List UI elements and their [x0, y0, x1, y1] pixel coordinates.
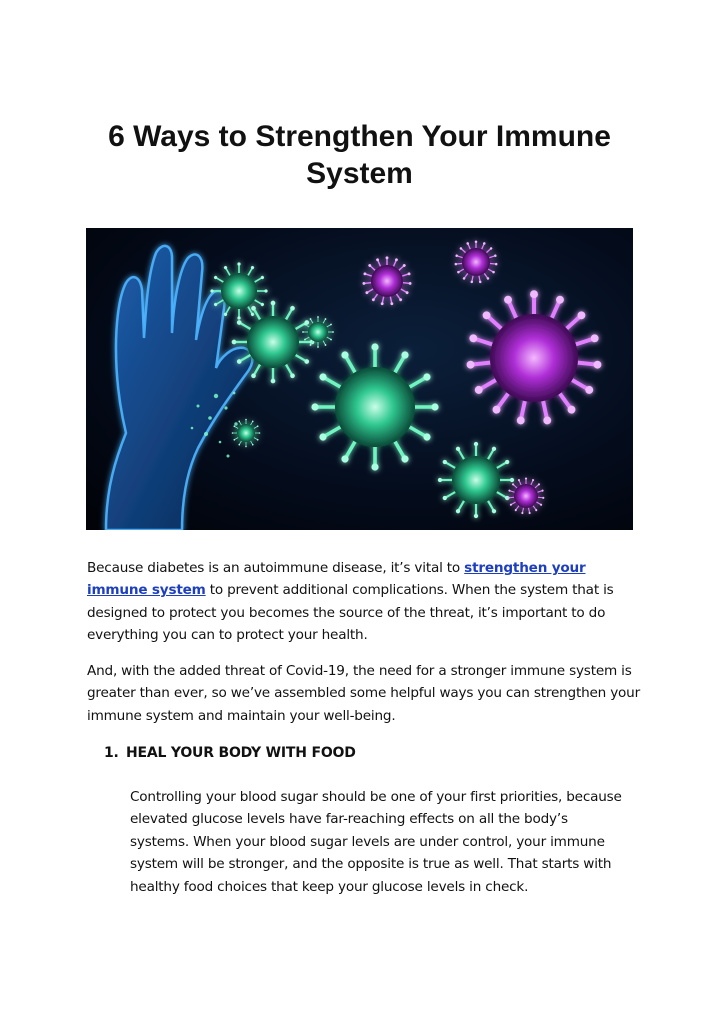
hero-image — [86, 228, 633, 530]
covid-paragraph: And, with the added threat of Covid-19, the need for a stronger immune system is greater than ever, so we’ve assembled some helpful ways you can strengthen your immune system and maintain your well-being. — [87, 663, 640, 724]
section-body: Controlling your blood sugar should be one of your first priorities, because elevated glucose levels have far-reaching effects on all the body’s systems. When your blood sugar levels are under control, your immune system will be stronger, and the opposite is true as well. That starts with healthy food choices that keep your glucose levels in check. — [130, 789, 622, 895]
page-title: 6 Ways to Strengthen Your Immune System — [108, 120, 611, 190]
section-heading — [104, 742, 356, 764]
section-heading-text: HEAL YOUR BODY WITH FOOD — [126, 745, 356, 761]
section-number: 1. — [104, 745, 119, 761]
intro-text-start: Because diabetes is an autoimmune disease, it’s vital to — [87, 560, 465, 576]
intro-text-end: to prevent additional complications. When the system that is designed to protect you becomes the source of the threat, it’s important to do everything you can to protect your health. — [87, 582, 614, 644]
strengthen-immune-system-link[interactable]: strengthen your immune system — [87, 560, 586, 599]
intro-paragraph — [87, 557, 647, 647]
